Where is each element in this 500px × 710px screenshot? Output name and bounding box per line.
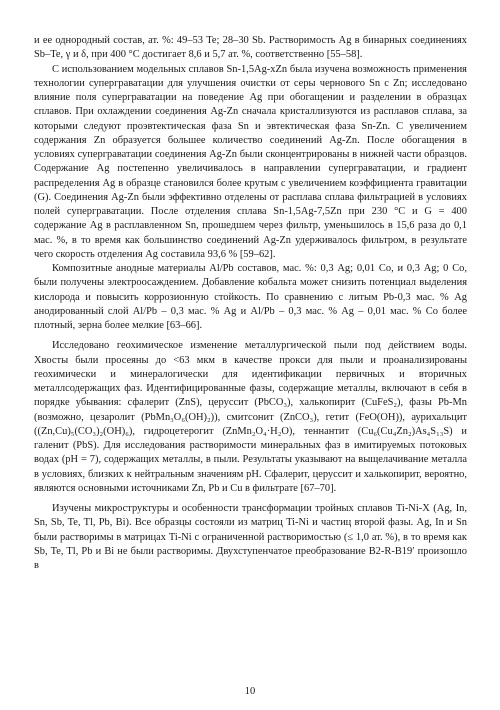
paragraph-continuation: и ее однородный состав, ат. %: 49–53 Te; 28–30 Sb. Растворимость Ag в бинарных соединениях Sb–Te, γ и δ, при 400 °C достигает 8,6 и 5,7 ат. %, соответственно [55–58].: [34, 35, 467, 61]
paragraph-supergravity: С использованием модельных сплавов Sn-1,5Ag-xZn была изучена возможность применения технологии суперграватации для улучшения очистки от серы чернового Sn с Zn; исследовано влияние поля суперграватации на поведение Ag при обогащении и разделении в образцах сплавов. При охлаждении соединения Ag-Zn сначала кристаллизуются из расплавов сплава, за которыми следуют проэвтектическая фаза Sn и эвтектическая фаза Sn-Zn. С увеличением содержания Zn образуется большее количество соединений Ag-Zn. После обогащения в условиях суперграватации соединения Ag-Zn были сконцентрированы в нижней части образцов. Содержание Ag постепенно увеличивалось в направлении суперграватации, и градиент распределения Ag в образце становился более крутым с увеличением коэффициента гравитации (G). Соединения Ag-Zn были эффективно отделены от расплава сплава фильтрацией в условиях полей суперграватации. После отделения сплава Sn-1,5Ag-7,5Zn при 230 °C и G = 400 содержание Ag в расплавленном Sn, прошедшем через фильтр, уменьшилось в 15,6 раза до 0,1 мас. %, в то время как большинство соединений Ag-Zn удерживалось фильтром, в результате чего скорость отделения Ag составила 93,6 % [59–62].: [34, 63, 467, 260]
page-number: 10: [244, 686, 256, 697]
paragraph-anode-materials: Композитные анодные материалы Al/Pb составов, мас. %: 0,3 Ag; 0,01 Co, и 0,3 Ag; 0 Co, были получены электроосаждением. Добавление кобальта может снизить потенциал выделения кислорода и повысить коррозионную стойкость. По сравнению с литым Pb-0,3 мас. % Ag анодированный слой Al/Pb – 0,3 мас. % Ag и Al/Pb – 0,3 мас. % Ag – 0,01 мас. % Co более плотный, зерна более мелкие [63–66].: [34, 263, 467, 331]
paragraph-ti-ni-alloys: Изучены микроструктуры и особенности трансформации тройных сплавов Ti-Ni-X (Ag, In, Sn, Sb, Te, Tl, Pb, Bi). Все образцы состояли из матриц Ti-Ni и частиц второй фазы. Ag, In и Sn были растворимы в матрицах Ti-Ni с ограниченной растворимостью (≤ 1,0 ат. %), в то время как Sb, Te, Tl, Pb и Bi не были растворимы. Двухступенчатое преобразование B2-R-B19′ произошло в: [34, 503, 467, 571]
paragraph-dust-geochemistry: Исследовано геохимическое изменение металлургической пыли под действием воды. Хвосты были просеяны до <63 мкм в качестве прокси для пыли и проанализированы геохимически и минералогически для идентификации первичных и вторичных металлсодержащих фаз. Идентифицированные фазы, содержащие металлы, включают в себя в порядке убывания: сфалерит (ZnS), церуссит (PbCO₃), халькопирит (CuFeS₂), фазы Pb-Mn (возможно, цезаролит (PbMn₃O₆(OH)₂)), смитсонит (ZnCO₃), гетит (FeO(OH)), аурихальцит ((Zn,Cu)₅(CO₃)₂(OH)₆), гидроцетерогит (ZnMn₂O₄·H₂O), теннантит (Cu₆(Cu₄Zn₂)As₄S₁₃S) и галенит (PbS). Для исследования растворимости минеральных фаз в имитируемых потоковых водах (pH = 7), содержащих металлы, в пыли. Результаты указывают на выщелачивание металла в условиях, близких к нейтральным значениям pH. Сфалерит, церуссит и халькопирит, вероятно, являются основными источниками Zn, Pb и Cu в фильтрате [67–70].: [34, 340, 467, 494]
body-text: [34, 34, 467, 573]
